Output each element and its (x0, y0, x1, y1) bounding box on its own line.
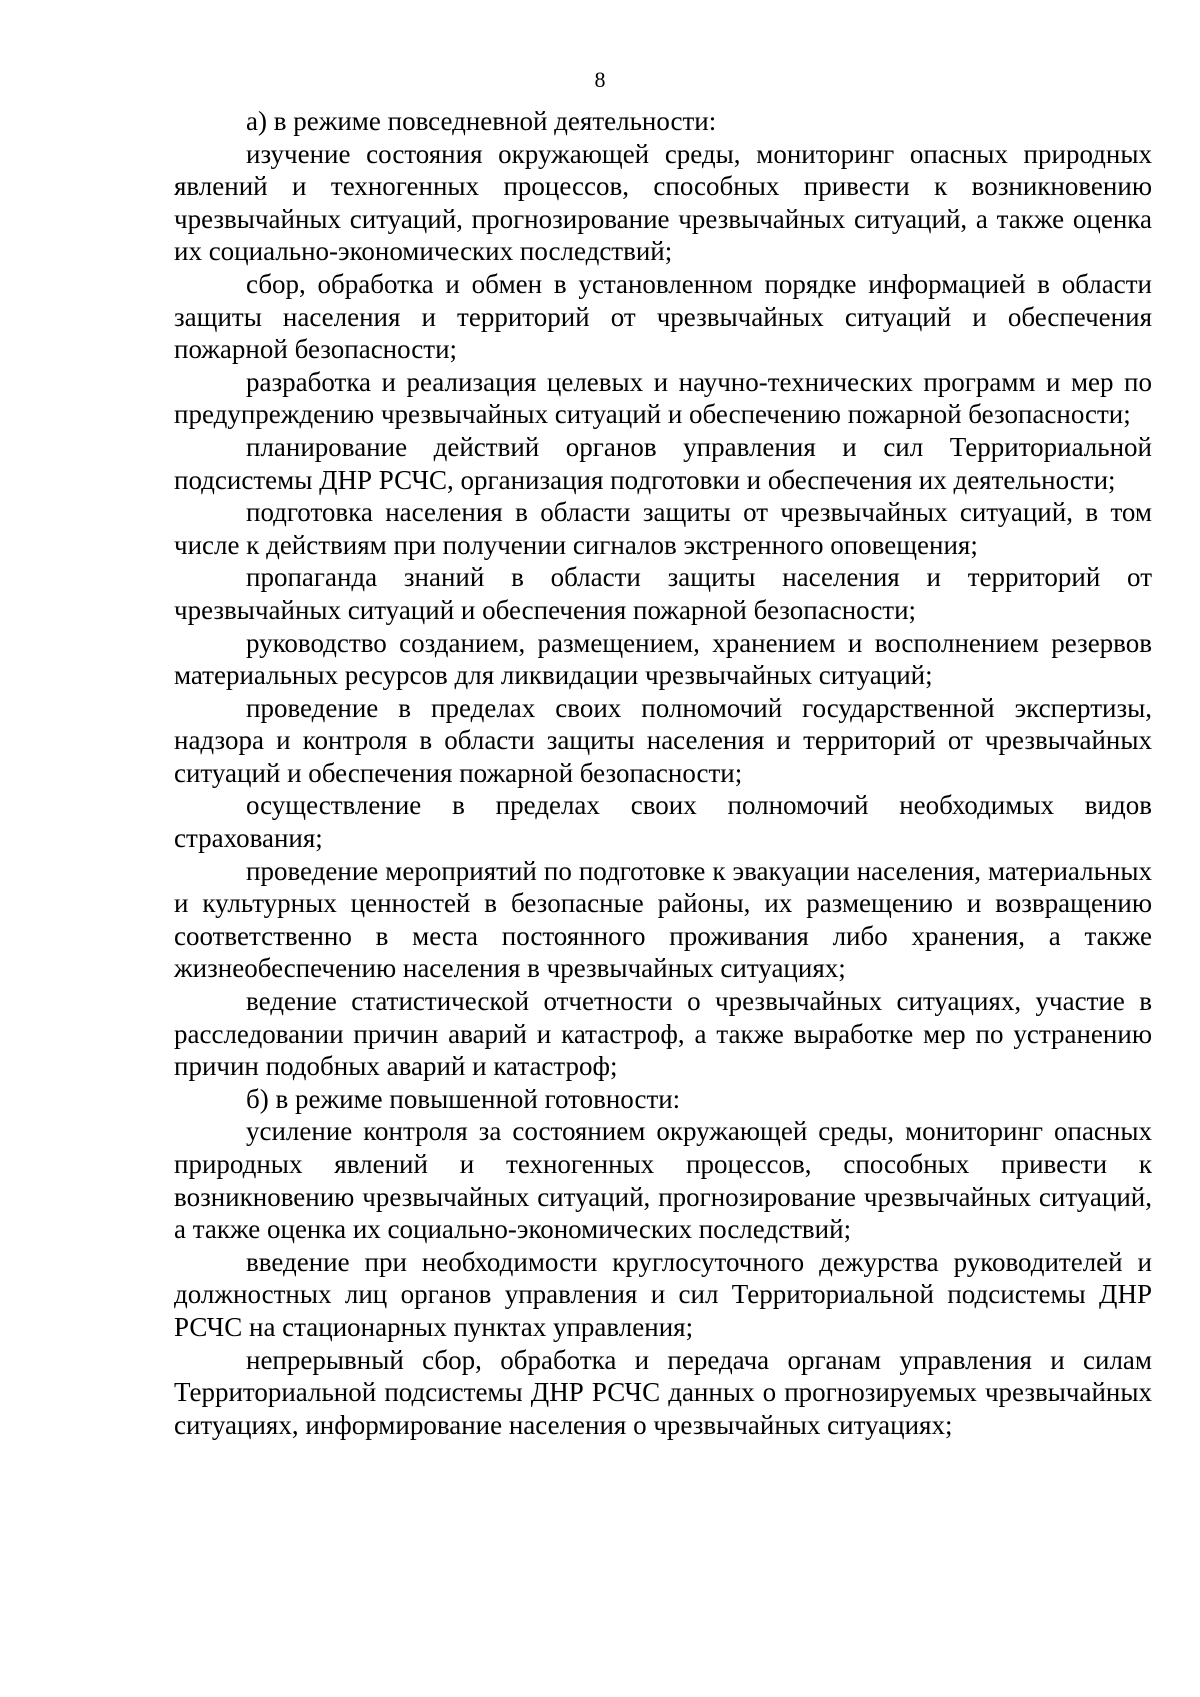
paragraph: разработка и реализация целевых и научно-технических программ и мер по предупреждению чрезвычайных ситуаций и обеспечению пожарной безопасности; (174, 366, 1152, 430)
page-number: 8 (594, 67, 606, 92)
paragraph: изучение состояния окружающей среды, мониторинг опасных природных явлений и техногенных процессов, способных привести к возникновению чрезвычайных ситуаций, прогнозирование чрезвычайных ситуаций, а также оценка их социально-экономических последствий; (174, 138, 1152, 267)
paragraph: проведение мероприятий по подготовке к эвакуации населения, материальных и культурных ценностей в безопасные районы, их размещению и возвращению соответственно в места постоянного проживания либо хранения, а также жизнеобеспечению населения в чрезвычайных ситуациях; (174, 855, 1152, 984)
paragraph: усиление контроля за состоянием окружающей среды, мониторинг опасных природных явлений и техногенных процессов, способных привести к возникновению чрезвычайных ситуаций, прогнозирование чрезвычайных ситуаций, а также оценка их социально-экономических последствий; (174, 1116, 1152, 1245)
paragraph: непрерывный сбор, обработка и передача органам управления и силам Территориальной подсистемы ДНР РСЧС данных о прогнозируемых чрезвычайных ситуациях, информирование населения о чрезвычайных ситуациях; (174, 1344, 1152, 1440)
paragraph: подготовка населения в области защиты от чрезвычайных ситуаций, в том числе к действиям при получении сигналов экстренного оповещения; (174, 497, 1152, 560)
document-body (174, 105, 1152, 1441)
paragraph: пропаганда знаний в области защиты населения и территорий от чрезвычайных ситуаций и обеспечения пожарной безопасности; (174, 562, 1152, 625)
paragraph: руководство созданием, размещением, хранением и восполнением резервов материальных ресурсов для ликвидации чрезвычайных ситуаций; (174, 627, 1152, 691)
paragraph: проведение в пределах своих полномочий государственной экспертизы, надзора и контроля в области защиты населения и территорий от чрезвычайных ситуаций и обеспечения пожарной безопасности; (174, 692, 1152, 788)
paragraph: сбор, обработка и обмен в установленном порядке информацией в области защиты населения и территорий от чрезвычайных ситуаций и обеспечения пожарной безопасности; (174, 268, 1152, 365)
paragraph: планирование действий органов управления и сил Территориальной подсистемы ДНР РСЧС, организация подготовки и обеспечения их деятельности; (174, 431, 1152, 495)
paragraph: введение при необходимости круглосуточного дежурства руководителей и должностных лиц органов управления и сил Территориальной подсистемы ДНР РСЧС на стационарных пунктах управления; (174, 1246, 1152, 1342)
paragraph: б) в режиме повышенной готовности: (246, 1083, 681, 1114)
paragraph: ведение статистической отчетности о чрезвычайных ситуациях, участие в расследовании причин аварий и катастроф, а также выработке мер по устранению причин подобных аварий и катастроф; (174, 986, 1152, 1082)
paragraph: а) в режиме повседневной деятельности: (246, 106, 717, 136)
paragraph: осуществление в пределах своих полномочий необходимых видов страхования; (174, 790, 1152, 854)
